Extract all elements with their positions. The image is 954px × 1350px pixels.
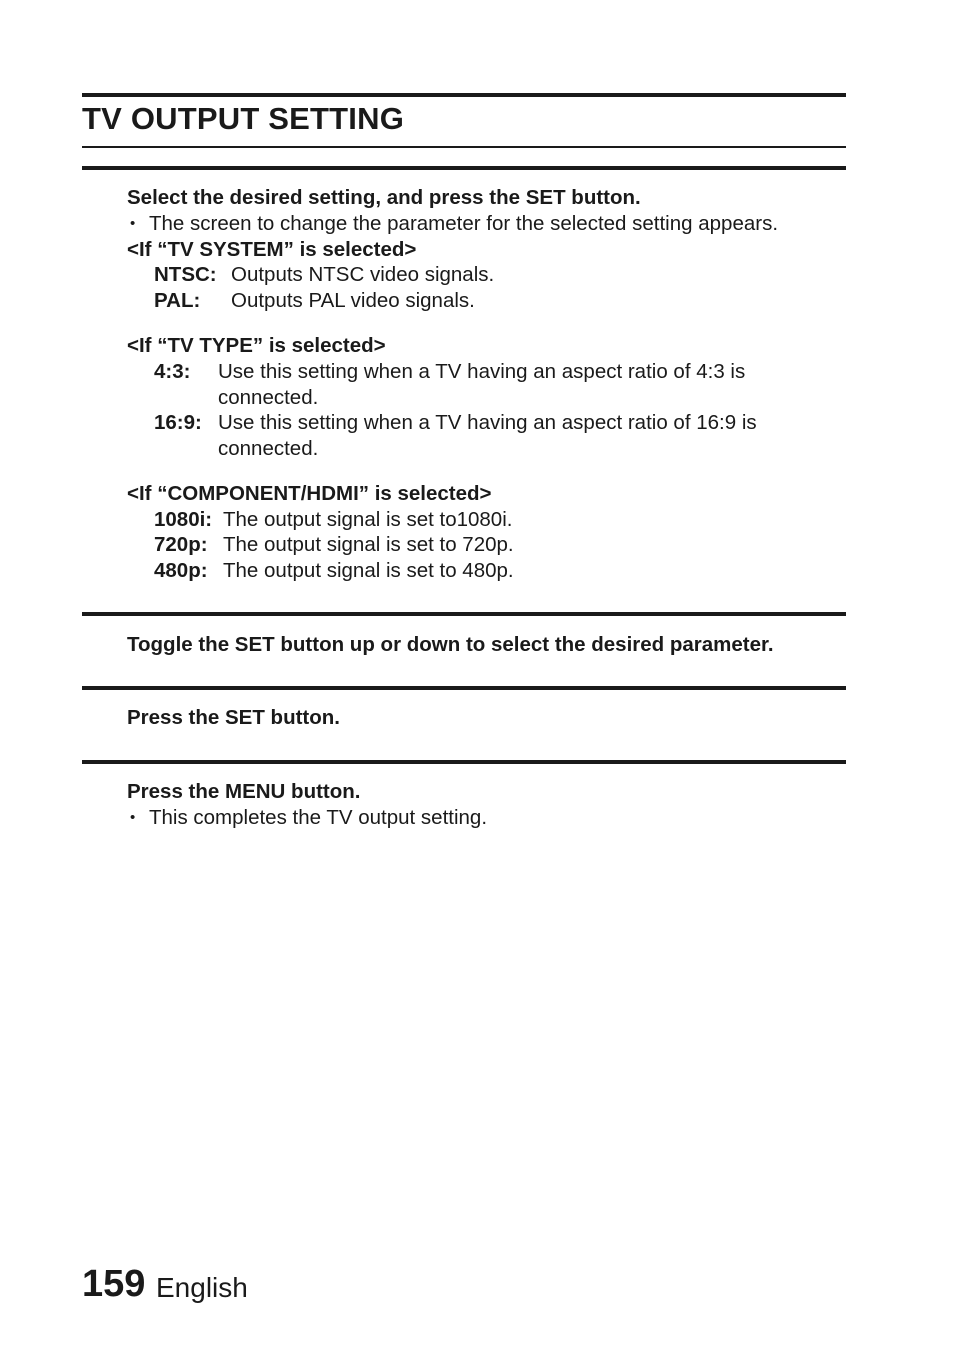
pal-desc: Outputs PAL video signals. — [231, 289, 475, 312]
step3-rule — [82, 686, 846, 690]
720p-desc: The output signal is set to 720p. — [223, 533, 514, 556]
tv-system-heading: <If “TV SYSTEM” is selected> — [127, 238, 417, 261]
ntsc-term: NTSC: — [154, 263, 217, 286]
title-bottom-rule — [82, 146, 846, 148]
step2-instruction: Toggle the SET button up or down to select the desired parameter. — [127, 633, 774, 656]
ratio-16-9-desc-cont: connected. — [218, 437, 319, 460]
bullet-dot: • — [130, 809, 136, 826]
page-title: TV OUTPUT SETTING — [82, 101, 405, 136]
1080i-term: 1080i: — [154, 508, 213, 531]
1080i-desc: The output signal is set to1080i. — [223, 508, 513, 531]
480p-desc: The output signal is set to 480p. — [223, 559, 514, 582]
step2-rule — [82, 612, 846, 616]
480p-term: 480p: — [154, 559, 208, 582]
ntsc-desc: Outputs NTSC video signals. — [231, 263, 495, 286]
step1-instruction: Select the desired setting, and press the SET button. — [127, 186, 641, 209]
step4-instruction: Press the MENU button. — [127, 780, 361, 803]
page-number: 159 — [82, 1263, 146, 1305]
ratio-4-3-term: 4:3: — [154, 360, 191, 383]
pal-term: PAL: — [154, 289, 201, 312]
ratio-16-9-term: 16:9: — [154, 411, 202, 434]
step4-rule — [82, 760, 846, 764]
step3-instruction: Press the SET button. — [127, 706, 340, 729]
step4-bullet-text: This completes the TV output setting. — [148, 806, 488, 829]
ratio-4-3-desc-cont: connected. — [218, 386, 319, 409]
ratio-16-9-desc: Use this setting when a TV having an aspect ratio of 16:9 is — [218, 411, 757, 434]
ratio-4-3-desc: Use this setting when a TV having an aspect ratio of 4:3 is — [218, 360, 746, 383]
bullet-dot: • — [130, 215, 136, 232]
step1-bullet — [130, 211, 778, 239]
step1-rule — [82, 166, 846, 170]
step1-bullet-text: The screen to change the parameter for the selected setting appears. — [148, 212, 779, 235]
720p-term: 720p: — [154, 533, 208, 556]
page-language: English — [156, 1272, 248, 1303]
step4-bullet — [130, 805, 487, 833]
tv-type-heading: <If “TV TYPE” is selected> — [127, 334, 386, 357]
component-heading: <If “COMPONENT/HDMI” is selected> — [127, 482, 492, 505]
title-top-rule — [82, 93, 846, 97]
